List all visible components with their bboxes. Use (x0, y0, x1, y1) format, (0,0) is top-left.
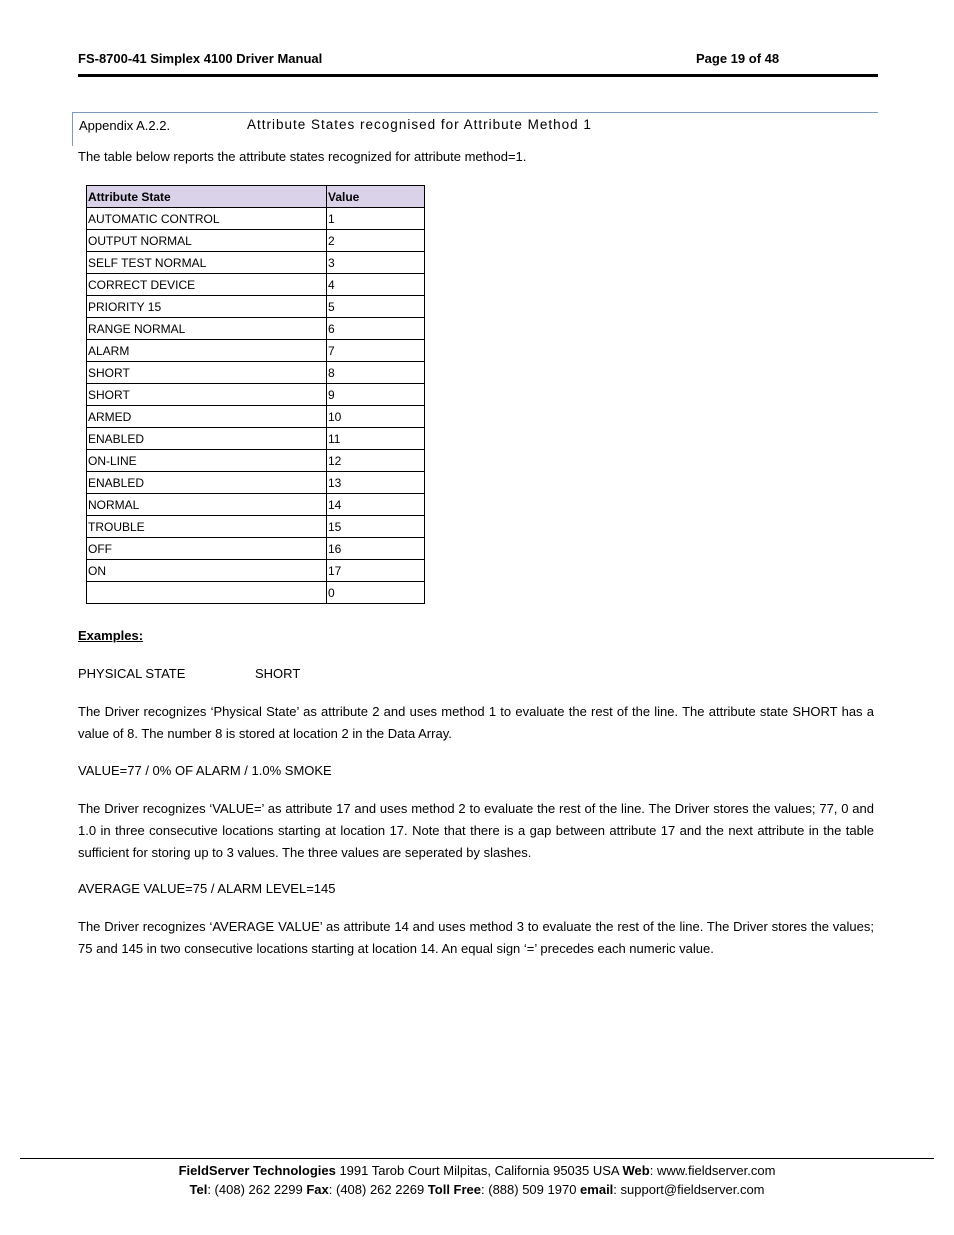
attribute-state-cell (87, 582, 327, 604)
value-cell: 3 (327, 252, 425, 274)
table-row (87, 340, 425, 362)
value-cell: 10 (327, 406, 425, 428)
footer-tel-label: Tel (189, 1182, 208, 1197)
value-cell: 15 (327, 516, 425, 538)
attribute-state-cell: TROUBLE (87, 516, 327, 538)
value-cell: 1 (327, 208, 425, 230)
footer-tel: : (408) 262 2299 (207, 1182, 307, 1197)
value-cell: 6 (327, 318, 425, 340)
attribute-state-cell: ON-LINE (87, 450, 327, 472)
table-row (87, 274, 425, 296)
table-row (87, 516, 425, 538)
value-cell: 8 (327, 362, 425, 384)
footer-email-link[interactable]: : support@fieldserver.com (613, 1182, 765, 1197)
value-cell: 16 (327, 538, 425, 560)
table-row (87, 208, 425, 230)
value-cell: 17 (327, 560, 425, 582)
value-cell: 4 (327, 274, 425, 296)
table-row (87, 494, 425, 516)
attribute-state-cell: PRIORITY 15 (87, 296, 327, 318)
table-row (87, 450, 425, 472)
table-header-row (87, 186, 425, 208)
attribute-state-cell: RANGE NORMAL (87, 318, 327, 340)
attribute-state-cell: OUTPUT NORMAL (87, 230, 327, 252)
document-title: FS-8700-41 Simplex 4100 Driver Manual (78, 51, 323, 66)
value-cell: 9 (327, 384, 425, 406)
table-row (87, 318, 425, 340)
attribute-state-cell: ON (87, 560, 327, 582)
footer-rule (20, 1158, 934, 1159)
attribute-states-table (86, 185, 425, 604)
attribute-state-cell: ARMED (87, 406, 327, 428)
appendix-title: Attribute States recognised for Attribute Method 1 (247, 117, 592, 132)
column-header-attribute-state: Attribute State (87, 186, 327, 208)
example-3-paragraph: The Driver recognizes ‘AVERAGE VALUE’ as attribute 14 and uses method 3 to evaluate the rest of the line. The Driver stores the values; 75 and 145 in two consecutive locations starting at location 14. An equal sign ‘=’ precedes each numeric value. (78, 919, 874, 956)
example-3-code: AVERAGE VALUE=75 / ALARM LEVEL=145 (78, 881, 336, 896)
table-row (87, 406, 425, 428)
example-2-paragraph: The Driver recognizes ‘VALUE=’ as attribute 17 and uses method 2 to evaluate the rest of the line. The Driver stores the values; 77, 0 and 1.0 in three consecutive locations starting at location 17. Note that there is a gap between attribute 17 and the next attribute in the table sufficient for storing up to 3 values. The three values are seperated by slashes. (78, 801, 874, 860)
intro-text: The table below reports the attribute states recognized for attribute method=1. (78, 149, 527, 164)
attribute-state-cell: ENABLED (87, 428, 327, 450)
table-row (87, 582, 425, 604)
table-row (87, 472, 425, 494)
examples-heading: Examples: (78, 628, 144, 643)
value-cell: 13 (327, 472, 425, 494)
footer-address: 1991 Tarob Court Milpitas, California 95035 USA (335, 1163, 623, 1178)
attribute-state-cell: ALARM (87, 340, 327, 362)
attribute-state-cell: SHORT (87, 384, 327, 406)
value-cell: 12 (327, 450, 425, 472)
footer-line-2 (0, 1182, 954, 1197)
value-cell: 7 (327, 340, 425, 362)
footer-email-label: email (580, 1182, 614, 1197)
value-cell: 14 (327, 494, 425, 516)
example-1-paragraph: The Driver recognizes ‘Physical State’ as attribute 2 and uses method 1 to evaluate the rest of the line. The attribute state SHORT has a value of 8. The number 8 is stored at location 2 in the Data Array. (78, 704, 874, 741)
footer-fax-label: Fax (306, 1182, 329, 1197)
value-cell: 0 (327, 582, 425, 604)
footer-tollfree: : (888) 509 1970 (481, 1182, 581, 1197)
footer-line-1 (0, 1163, 954, 1178)
table-row (87, 384, 425, 406)
section-rule-vertical (72, 112, 73, 146)
table-row (87, 252, 425, 274)
attribute-state-cell: SELF TEST NORMAL (87, 252, 327, 274)
value-cell: 5 (327, 296, 425, 318)
column-header-value: Value (327, 186, 425, 208)
table-row (87, 560, 425, 582)
table-row (87, 362, 425, 384)
table-row (87, 428, 425, 450)
table-row (87, 230, 425, 252)
footer-web-link[interactable]: : www.fieldserver.com (649, 1163, 776, 1178)
example-2-code: VALUE=77 / 0% OF ALARM / 1.0% SMOKE (78, 763, 332, 778)
footer-tollfree-label: Toll Free (427, 1182, 482, 1197)
attribute-state-cell: CORRECT DEVICE (87, 274, 327, 296)
page-number: Page 19 of 48 (696, 51, 780, 66)
attribute-state-cell: SHORT (87, 362, 327, 384)
footer-company: FieldServer Technologies (178, 1163, 336, 1178)
footer-web-label: Web (622, 1163, 650, 1178)
table-row (87, 296, 425, 318)
page-header (78, 50, 878, 77)
table-row (87, 538, 425, 560)
appendix-number: Appendix A.2.2. (79, 118, 171, 133)
physical-state-label: PHYSICAL STATE (78, 666, 186, 681)
section-rule (72, 112, 878, 113)
attribute-state-cell: ENABLED (87, 472, 327, 494)
attribute-state-cell: OFF (87, 538, 327, 560)
physical-state-value: SHORT (255, 666, 301, 681)
value-cell: 11 (327, 428, 425, 450)
value-cell: 2 (327, 230, 425, 252)
attribute-state-cell: NORMAL (87, 494, 327, 516)
footer-fax: : (408) 262 2269 (328, 1182, 428, 1197)
attribute-state-cell: AUTOMATIC CONTROL (87, 208, 327, 230)
